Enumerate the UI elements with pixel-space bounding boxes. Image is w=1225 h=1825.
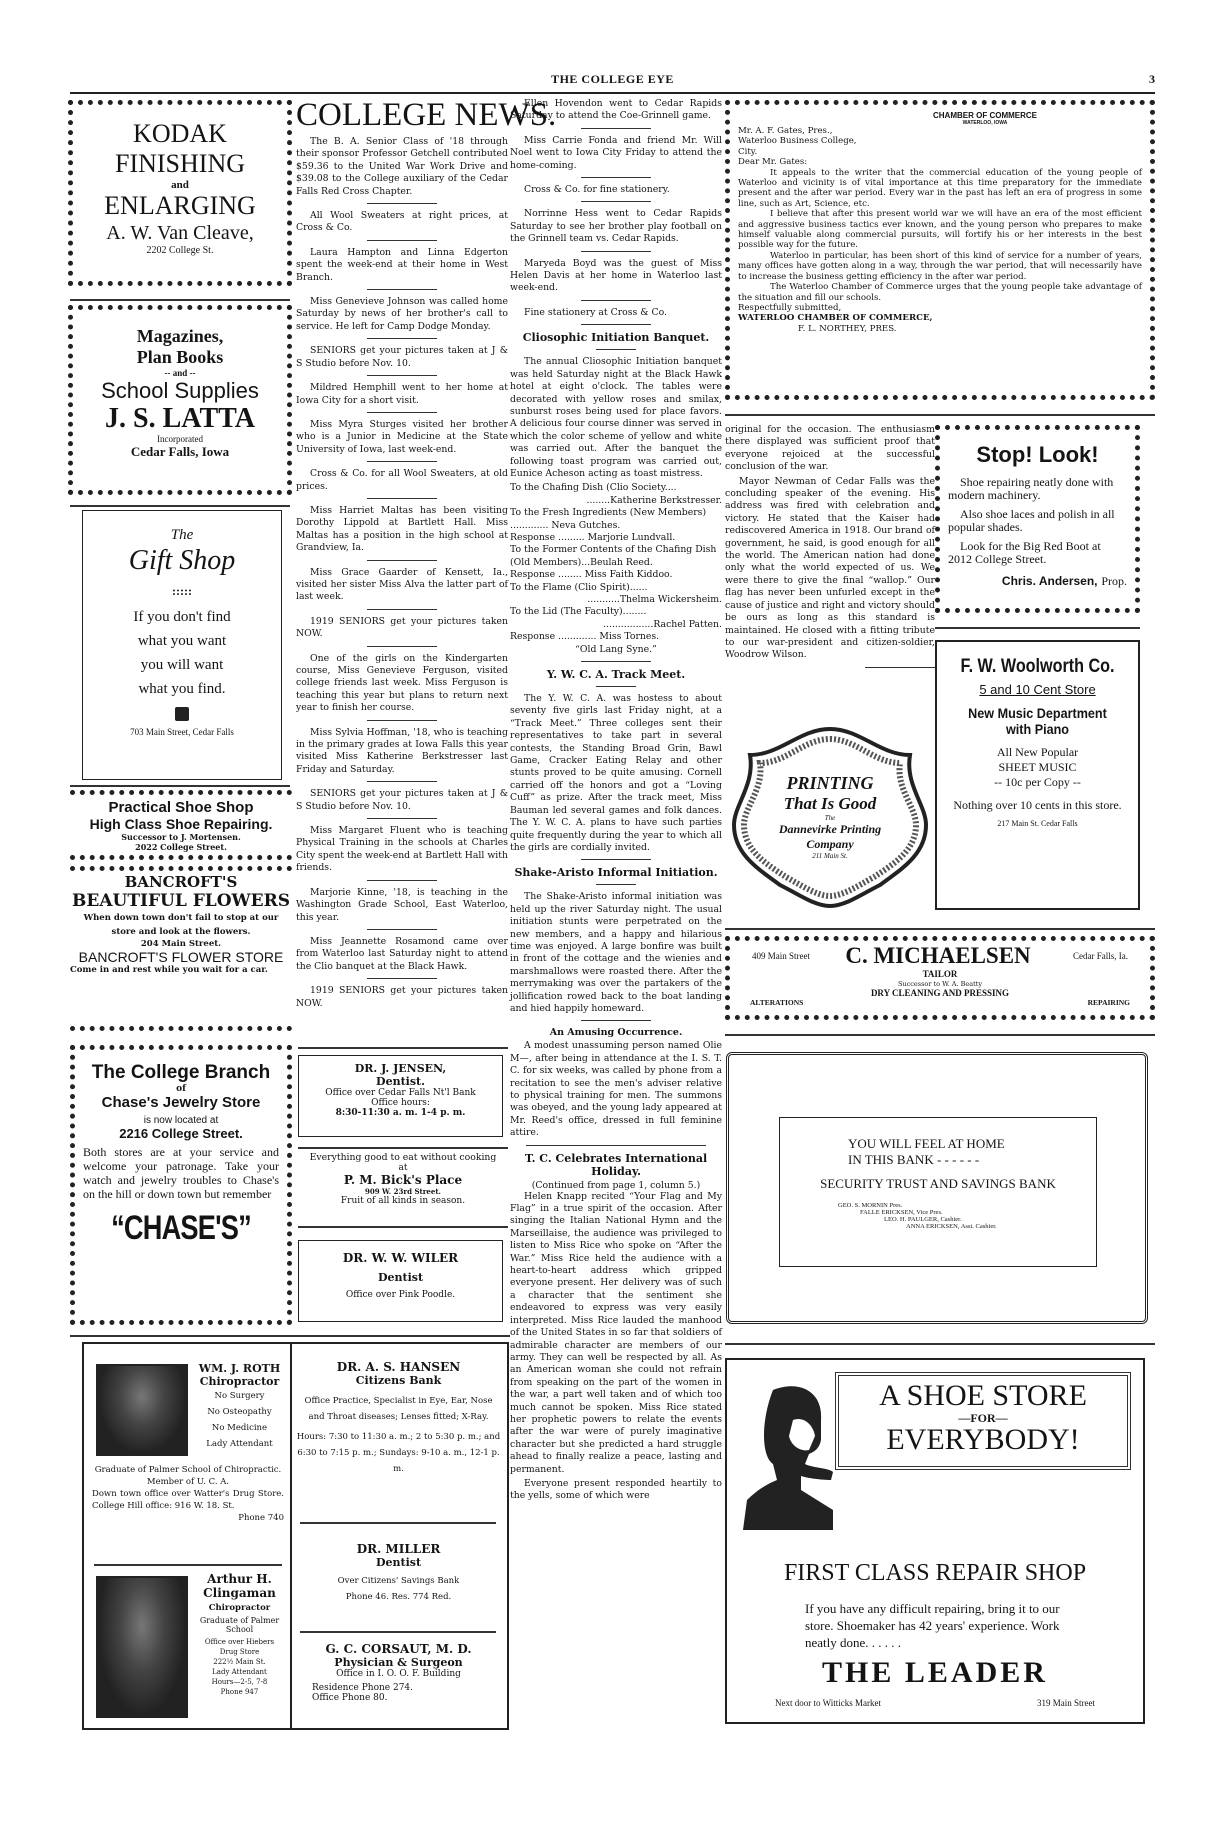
article-heading: An Amusing Occurrence. xyxy=(549,1027,683,1039)
article-body: The Shake-Aristo informal initiation was held up the river Saturday night. The usual initiation stunts were perpetrated on the new members, and a happy and hilarious time was enjoyed. A large bonfire was built in front of the cottage and the wienies and marshmallows were roasted there. After the merrymaking was over the partakers of the jollification rowed back to the boat landing and hied happily homeward. xyxy=(510,891,722,1014)
ad-text: THE LEADER xyxy=(822,1656,1048,1689)
divider xyxy=(581,251,651,252)
article-body: The Y. W. C. A. was hostess to about seventy five girls last Friday night, at a “Track Meet.” Three colleges sent their representatives to take part in several contests, the Standing Broad Grin, Bawl Game, Cracker Eating Relay and other stunts proved to be quite amusing. Cornell carried off the honors and got a “Loving Cuff” as prize. After the track meet, Miss Bauman led several games and folk dances. The Y. W. C. A. plans to have such parties quite frequently during the year to which all the girls are cordially invited. xyxy=(510,693,722,853)
divider xyxy=(70,505,290,507)
ad-text: FALLE ERICKSEN, Vice Pres. xyxy=(860,1209,943,1216)
ad-bick xyxy=(296,1152,510,1206)
ad-kodak xyxy=(68,100,292,286)
news-item: SENIORS get your pictures taken at J & S Studio before Nov. 10. xyxy=(296,788,508,812)
ad-text: F. L. NORTHEY, PRES. xyxy=(798,323,897,334)
ad-text: Everything good to eat without cooking xyxy=(309,1152,497,1163)
ad-text: J. S. LATTA xyxy=(105,403,255,434)
ad-text: 319 Main Street xyxy=(1037,1698,1095,1708)
divider xyxy=(581,324,651,325)
ad-text: That Is Good xyxy=(783,794,877,813)
ad-text: Cedar Falls, Ia. xyxy=(1073,951,1128,961)
leader-banner xyxy=(835,1372,1131,1470)
ad-text: WM. J. ROTH xyxy=(198,1362,281,1375)
ad-text: Look for the Big Red Boot at 2012 College Street. xyxy=(948,539,1101,566)
divider xyxy=(70,785,290,787)
ad-text: Office hours: xyxy=(371,1098,430,1108)
toast-line: ........Katherine Berkstresser. xyxy=(586,494,722,506)
ad-security-bank xyxy=(726,1052,1148,1324)
toast-closing: “Old Lang Syne.” xyxy=(575,643,657,655)
ad-text: Next door to Witticks Market xyxy=(775,1698,881,1708)
toast-line: .................Rachel Patten. xyxy=(603,618,722,630)
ad-text: DR. W. W. WILER xyxy=(342,1251,459,1265)
article-heading: T. C. Celebrates International Holiday. xyxy=(524,1151,708,1178)
divider xyxy=(367,880,437,881)
ad-text: Incorporated xyxy=(157,434,203,444)
ad-text: Citizens Bank xyxy=(355,1374,442,1387)
ad-chase-jewelry xyxy=(70,1045,292,1325)
article-heading: Y. W. C. A. Track Meet. xyxy=(546,668,686,682)
ad-text: Chiropractor xyxy=(208,1603,271,1613)
ad-text: Prop. xyxy=(1101,574,1127,588)
toast-line: To the Chafing Dish (Clio Society.... xyxy=(510,482,677,494)
news-item: Miss Genevieve Johnson was called home Saturday by news of her brother's call to service. He left for Camp Dodge Monday. xyxy=(296,296,508,332)
divider xyxy=(581,1020,651,1021)
divider xyxy=(367,498,437,499)
divider xyxy=(367,929,437,930)
ad-text: No Medicine xyxy=(211,1423,268,1433)
masthead xyxy=(70,72,1155,90)
ad-text: YOU WILL FEEL AT HOME xyxy=(848,1136,1005,1151)
ad-text: Dannevirke Printing xyxy=(778,822,882,836)
news-column-3 xyxy=(725,424,935,674)
ad-text: Practical Shoe Shop xyxy=(108,799,254,816)
news-item: SENIORS get your pictures taken at J & S Studio before Nov. 10. xyxy=(296,345,508,369)
ad-text: CHAMBER OF COMMERCE xyxy=(933,111,1037,120)
ad-text: I believe that after this present world war we will have an era of the most efficient and aggressive business tactics ever known, and the young person who prepares to make himself valuable along commercial pursuits, will fortify his or her interests in the best possible way for the future. xyxy=(738,209,1142,251)
ad-text: Hours—2-5, 7-8 xyxy=(211,1678,268,1686)
pointing-man-icon xyxy=(743,1380,833,1530)
ad-text: Office Phone 80. xyxy=(312,1693,388,1703)
ad-text: When down town don't fail to stop at our store and look at the flowers. xyxy=(83,913,279,937)
ad-text: The College Branch xyxy=(91,1062,271,1083)
article-body: A modest unassuming person named Olie M—, after being in attendance at the I. S. T. C. for six weeks, was called by phone from a recitation to see the men's adviser relative to physical training for men. The summons was obeyed, and the young lady appeared at Mr. Reed's office, dressed in full feminine attire. xyxy=(510,1040,722,1139)
news-item: Marjorie Kinne, '18, is teaching in the Washington Grade School, East Waterloo, this year. xyxy=(296,886,508,923)
divider xyxy=(581,201,651,202)
continued-note: (Continued from page 1, column 5.) xyxy=(531,1179,701,1191)
masthead-rule xyxy=(70,92,1155,94)
ad-text: 8:30-11:30 a. m. 1-4 p. m. xyxy=(335,1108,466,1118)
ad-text: BANCROFT'S xyxy=(124,873,238,891)
ad-text: Phone 947 xyxy=(220,1688,259,1696)
ad-text: If you have any difficult repairing, bring it to our store. Shoemaker has 42 years' experience. Work neatly done. . . . . . xyxy=(805,1601,1060,1650)
ad-text: LEO. H. PAULGER, Cashier. xyxy=(884,1216,962,1223)
ad-text: Dentist xyxy=(377,1271,424,1284)
toast-line: To the Flame (Clio Spirit)...... xyxy=(510,581,648,593)
ad-text: 703 Main Street, Cedar Falls xyxy=(130,727,234,737)
ad-text: F. W. Woolworth Co. xyxy=(960,656,1115,677)
clingaman-portrait xyxy=(96,1576,188,1718)
divider xyxy=(725,1343,1155,1345)
divider xyxy=(367,560,437,561)
ad-text: is now located at xyxy=(143,1115,219,1126)
ad-text: DRY CLEANING AND PRESSING xyxy=(870,988,1010,998)
ad-text: what you want xyxy=(137,633,227,649)
ad-text: Drug Store xyxy=(219,1648,260,1656)
ad-latta xyxy=(68,305,292,495)
ad-practical-shoe-shop xyxy=(70,790,292,860)
ad-text: The xyxy=(824,814,836,822)
ad-text: New Music Department with Piano xyxy=(968,705,1107,737)
ad-text: Office over Pink Poodle. xyxy=(345,1290,456,1300)
toast-line: To the Fresh Ingredients (New Members) ............. Neva Gutches. xyxy=(510,507,707,531)
divider xyxy=(94,1564,282,1566)
news-item: Miss Myra Sturges visited her brother who is a Junior in Medicine at the State University of Iowa, last week-end. xyxy=(296,418,508,455)
toast-line: To the Former Contents of the Chafing Dish (Old Members)...Beulah Reed. xyxy=(510,544,717,568)
news-item: 1919 SENIORS get your pictures taken NOW. xyxy=(296,985,508,1009)
divider xyxy=(581,859,651,860)
divider xyxy=(526,1145,706,1146)
news-item: Miss Carrie Fonda and friend Mr. Will Noel went to Iowa City Friday to attend the home-coming. xyxy=(510,134,722,171)
ad-text: Respectfully submitted, xyxy=(738,302,842,313)
roth-details xyxy=(92,1464,284,1524)
toast-line: To the Lid (The Faculty)........ xyxy=(510,606,647,618)
news-column-2 xyxy=(510,98,722,1505)
divider xyxy=(725,928,1155,930)
ad-text: SHEET MUSIC xyxy=(998,760,1077,774)
divider xyxy=(367,338,437,339)
ad-text: Mr. A. F. Gates, Pres., xyxy=(738,126,833,136)
article-body: The annual Cliosophic Initiation banquet was held Saturday night at the Black Hawk hotel at eight o'clock. The tables were decorated with yellow roses and smilax, sunburst roses being used for place favors. A delicious four course dinner was served in which the color scheme of yellow and white was carried out. After the banquet the following toast program was carried out, Eunice Acheson acting as toast mistress. xyxy=(510,356,722,479)
news-item: Ellen Hovendon went to Cedar Rapids Saturday to attend the Coe-Grinnell game. xyxy=(510,98,722,122)
divider xyxy=(300,1631,496,1633)
ad-text: Member of U. C. A. xyxy=(146,1477,230,1487)
news-item: The B. A. Senior Class of '18 through their sponsor Professor Getchell contributed $59.36 to the United War Work Drive and $39.08 to the College auxiliary of the Cedar Falls Red Cross Chapter. xyxy=(296,136,508,197)
ad-text: Plan Books xyxy=(136,347,224,367)
divider xyxy=(865,667,935,668)
ad-text: Magazines, xyxy=(136,326,224,346)
ad-text: Phone 740 xyxy=(238,1513,284,1523)
ad-text: —FOR— xyxy=(958,1411,1008,1425)
news-item: All Wool Sweaters at right prices, at Cross & Co. xyxy=(296,210,508,234)
ad-text: ENLARGING xyxy=(104,191,256,220)
ad-text: -- and -- xyxy=(164,368,196,378)
news-item: Fine stationery at Cross & Co. xyxy=(524,306,667,318)
news-item: Maryeda Boyd was the guest of Miss Helen Davis at her home in Waterloo last week-end. xyxy=(510,257,722,294)
ad-text: 2022 College Street. xyxy=(135,842,227,852)
news-title: COLLEGE NEWS. xyxy=(296,97,557,133)
ad-text: Graduate of Palmer School of Chiropractic. xyxy=(94,1465,282,1475)
divider xyxy=(596,686,636,687)
news-item: Miss Jeannette Rosamond came over from Waterloo last Saturday night to attend the Clio banquet at the Black Hawk. xyxy=(296,935,508,972)
ad-text: Gift Shop xyxy=(128,545,236,576)
ad-text: Hours: 7:30 to 11:30 a. m.; 2 to 5:30 p. m.; and 6:30 to 7:15 p. m.; Sundays: 9-10 a. m., 12-1 p. m. xyxy=(296,1432,501,1474)
news-item: Cross & Co. for all Wool Sweaters, at old prices. xyxy=(296,468,508,492)
ad-dr-wiler xyxy=(298,1240,503,1322)
news-item: One of the girls on the Kindergarten course, Miss Genevieve Ferguson, visited college friends last week. Miss Ferguson is teaching this year but plans to return next year to finish her course. xyxy=(296,652,508,714)
ad-text: Dentist xyxy=(375,1556,422,1569)
divider xyxy=(298,1147,508,1149)
ad-text: DR. MILLER xyxy=(356,1542,441,1556)
article-body: Helen Knapp recited “Your Flag and My Flag” in a true spirit of the occasion. After singing the Italian National Hymn and the Marseillaise, the audience was privileged to listen to Miss Rice who spoke on “After the War.” Miss Rice held the audience with a heart-to-heart address which gripped everyone present. Her delivery was of such a character that the sentiment she endeavored to express was very easily interpreted. Miss Rice lauded the manhood of the United States in so far that soldiers of admirable character are members of our army. They can well be respected by all. As an American woman she could not refrain from speaking on the part of the women in the war, a part well taken and of which too much cannot be spoken. Miss Rice stated her prophetic powers to relate the events after the war were of purely imaginative character but she predicted a hard struggle ahead to finally realize a peace, lasting and permanent. xyxy=(510,1190,722,1475)
divider xyxy=(367,461,437,462)
ad-text: Come in and rest while you wait for a car. xyxy=(70,965,268,975)
roth-header xyxy=(192,1362,287,1452)
ad-text: A. W. Van Cleave, xyxy=(106,222,254,244)
ad-text: KODAK xyxy=(133,119,227,148)
ad-text: Dentist. xyxy=(376,1075,425,1088)
ad-text: WATERLOO, IOWA xyxy=(962,120,1008,126)
ad-corsaut xyxy=(296,1642,501,1703)
ad-text: Office over Hiebers xyxy=(204,1638,275,1646)
ad-gift-shop xyxy=(82,510,282,780)
roth-portrait xyxy=(96,1364,188,1456)
ad-text: Down town office over Watter's Drug Store. College Hill office: 916 W. 18. St. xyxy=(92,1489,284,1511)
divider xyxy=(70,1335,510,1337)
ad-text: what you find. xyxy=(138,681,226,697)
ad-text: A SHOE STORE xyxy=(879,1379,1087,1412)
page-number: 3 xyxy=(1149,72,1155,86)
divider xyxy=(581,661,651,662)
article-body: Everyone present responded heartily to the yells, some of which were xyxy=(510,1477,722,1502)
ad-text: Dear Mr. Gates: xyxy=(738,157,808,168)
divider xyxy=(367,289,437,290)
news-column-1 xyxy=(296,97,557,1012)
ad-text: No Surgery xyxy=(214,1391,265,1401)
ad-text: ALTERATIONS xyxy=(750,998,804,1007)
divider xyxy=(581,177,651,178)
divider xyxy=(581,128,651,129)
ad-text: 5 and 10 Cent Store xyxy=(979,682,1096,697)
ad-text: 204 Main Street. xyxy=(140,939,222,949)
ad-text: 211 Main St. xyxy=(812,852,848,860)
divider xyxy=(70,299,290,301)
divider xyxy=(367,781,437,782)
ad-bancroft xyxy=(70,866,292,1031)
ad-text: FINISHING xyxy=(115,149,245,178)
ad-text: Nothing over 10 cents in this store. xyxy=(953,798,1122,812)
ad-dr-jensen xyxy=(298,1055,503,1137)
toast-line: ...........Thelma Wickersheim. xyxy=(587,594,722,605)
ad-text: EVERYBODY! xyxy=(886,1423,1080,1456)
ad-text: Clingaman xyxy=(203,1586,276,1600)
ad-michaelsen xyxy=(725,936,1155,1020)
ad-text: Cedar Falls, Iowa xyxy=(130,444,230,459)
ad-text: Office in I. O. O. F. Building xyxy=(336,1669,461,1679)
ad-text: at xyxy=(398,1163,408,1173)
article-heading: Shake-Aristo Informal Initiation. xyxy=(514,866,718,880)
newspaper-title: THE COLLEGE EYE xyxy=(551,72,674,86)
professional-cards xyxy=(82,1342,509,1730)
ad-text: DR. A. S. HANSEN xyxy=(336,1360,461,1374)
clingaman-card xyxy=(192,1572,287,1697)
ad-text: Waterloo in particular, has been short of this kind of service for a number of years, many offices have gotten along in a way, through the war period, that will necessarily have to increase the business getting efficiency in the after war period. xyxy=(738,250,1142,282)
divider xyxy=(367,609,437,610)
ad-text: Chase's Jewelry Store xyxy=(101,1094,261,1111)
ad-text: It appeals to the writer that the commercial education of the young people of Waterloo and vicinity is of vital importance at this time preparatory for the immediate present and the after war period. Every war in the past has left an era of progress in some line, such as Art, Science, etc. xyxy=(738,167,1142,209)
ad-the-leader xyxy=(725,1358,1145,1724)
divider xyxy=(367,240,437,241)
divider xyxy=(367,646,437,647)
ad-text: and xyxy=(171,179,189,191)
ad-text: The Waterloo Chamber of Commerce urges that the young people take advantage of the situation and fill our schools. xyxy=(738,282,1142,303)
news-item: Miss Harriet Maltas has been visiting Dorothy Lippold at Bartlett Hall. Miss Maltas has a position in the high school at Grandview, Ia. xyxy=(296,504,508,554)
ad-text: G. C. CORSAUT, M. D. xyxy=(325,1642,472,1656)
divider xyxy=(935,627,1140,629)
ad-text: City. xyxy=(738,146,758,157)
toast-line: Response ........ Miss Faith Kiddoo. xyxy=(510,569,673,581)
divider xyxy=(300,1522,496,1524)
divider xyxy=(298,1047,508,1049)
article-body: original for the occasion. The enthusiasm there displayed was sufficient proof that everyone rejoiced at the successful conclusion of the war. xyxy=(725,424,935,473)
toast-line: Response ............. Miss Tornes. xyxy=(510,631,660,643)
ad-text: Office Practice, Specialist in Eye, Ear, Nose and Throat diseases; Lenses fitted; X-Ray. xyxy=(304,1396,493,1422)
bank-inner-frame xyxy=(779,1117,1097,1267)
ad-text: Lady Attendant xyxy=(206,1439,273,1449)
divider xyxy=(596,349,636,350)
ad-text: High Class Shoe Repairing. xyxy=(89,816,273,832)
ad-text: “CHASE'S” xyxy=(111,1209,251,1247)
ad-text: Office over Cedar Falls Nt'l Bank xyxy=(325,1088,476,1098)
divider xyxy=(367,203,437,204)
ad-printing xyxy=(730,725,930,910)
ad-dr-hansen xyxy=(296,1360,501,1477)
divider xyxy=(367,412,437,413)
ad-text: 217 Main St. Cedar Falls xyxy=(997,819,1078,828)
divider xyxy=(367,978,437,979)
ad-text: Also shoe laces and polish in all popular shades. xyxy=(948,507,1115,534)
news-item: Laura Hampton and Linna Edgerton spent the week-end at their home in West Branch. xyxy=(296,246,508,283)
ad-text: 409 Main Street xyxy=(752,951,810,961)
divider xyxy=(367,818,437,819)
ad-text: Phone 46. Res. 774 Red. xyxy=(345,1592,452,1602)
ad-text: P. M. Bick's Place xyxy=(343,1173,463,1187)
ad-dr-miller xyxy=(296,1542,501,1605)
divider xyxy=(581,300,651,301)
ad-text: 2216 College Street. xyxy=(119,1126,243,1141)
ad-text: Company xyxy=(806,837,854,851)
article-body: Mayor Newman of Cedar Falls was the concluding speaker of the evening. His address was fired with celebration and victory. He stated that the Kaiser had rediscovered America in 1918. Our brand of government, he said, is good enough for all the world. The American nation had done only what the world expected of us. We were there to give the final “wallop.” Our flag has never been unfurled except in the cause of justice and right and victory should be ours as long as this standard is maintained. He closed with a fitting tribute to our war-president and citizen-soldier, Woodrow Wilson. xyxy=(725,475,935,661)
ad-text: Stop! Look! xyxy=(976,442,1099,467)
ornament-icon xyxy=(175,707,189,721)
news-item: Norrinne Hess went to Cedar Rapids Saturday to see her brother play football on the Grinnell team vs. Cedar Rapids. xyxy=(510,208,722,245)
ad-woolworth xyxy=(935,640,1140,910)
ad-text: ::::: xyxy=(172,584,192,598)
ad-stop-look xyxy=(935,425,1140,613)
ad-text: BANCROFT'S FLOWER STORE xyxy=(78,949,284,965)
ad-text: GEO. S. MORNIN Pres. xyxy=(838,1202,903,1209)
news-item: Miss Sylvia Hoffman, '18, who is teaching in the primary grades at Iowa Falls this year visited Miss Katherine Berkstresser last Friday and Saturday. xyxy=(296,726,508,775)
ad-text: SECURITY TRUST AND SAVINGS BANK xyxy=(820,1176,1056,1191)
divider xyxy=(290,1344,292,1728)
ad-text: you will want xyxy=(140,657,224,673)
divider xyxy=(298,1226,508,1228)
ad-text: If you don't find xyxy=(133,609,231,625)
ad-chamber-of-commerce xyxy=(725,100,1155,400)
ad-text: Successor to W. A. Beatty xyxy=(897,980,982,988)
ad-text: BEAUTIFUL FLOWERS xyxy=(72,891,290,911)
ad-text: Physician & Surgeon xyxy=(334,1656,463,1669)
ad-text: Chiropractor xyxy=(199,1375,280,1388)
ad-text: The xyxy=(170,527,194,543)
ad-text: Successor to J. Mortensen. xyxy=(121,832,241,842)
divider xyxy=(367,720,437,721)
divider xyxy=(596,884,636,885)
toast-line: Response ......... Marjorie Lundvall. xyxy=(510,531,676,543)
ad-text: FIRST CLASS REPAIR SHOP xyxy=(783,1560,1087,1586)
ad-text: 222½ Main St. xyxy=(213,1658,266,1666)
ad-text: Fruit of all kinds in season. xyxy=(340,1196,466,1206)
ad-text: of xyxy=(176,1084,186,1094)
ad-text: DR. J. JENSEN, xyxy=(354,1062,447,1075)
ad-text: TAILOR xyxy=(922,969,958,979)
news-item: Miss Grace Gaarder of Kensett, Ia., visited her sister Miss Alva the latter part of last week. xyxy=(296,566,508,603)
news-item: Mildred Hemphill went to her home at Iowa City for a short visit. xyxy=(296,382,508,406)
news-item: 1919 SENIORS get your pictures taken NOW. xyxy=(296,615,508,640)
divider xyxy=(367,375,437,376)
ad-text: Graduate of Palmer School xyxy=(199,1616,280,1634)
ad-text: ANNA ERICKSEN, Asst. Cashier. xyxy=(906,1223,997,1230)
ad-text: 2202 College St. xyxy=(146,245,214,256)
ad-text: Residence Phone 274. xyxy=(312,1683,414,1693)
ad-text: Over Citizens' Savings Bank xyxy=(337,1576,460,1586)
ad-text: WATERLOO CHAMBER OF COMMERCE, xyxy=(738,313,933,324)
divider xyxy=(725,1034,1155,1036)
ad-text: Waterloo Business College, xyxy=(738,136,857,147)
article-heading: Cliosophic Initiation Banquet. xyxy=(522,331,710,345)
ad-text: All New Popular xyxy=(996,745,1079,759)
news-item: Cross & Co. for fine stationery. xyxy=(524,184,670,196)
divider xyxy=(725,414,1155,416)
ad-text: IN THIS BANK - - - - - - xyxy=(848,1152,980,1167)
ad-text: No Osteopathy xyxy=(207,1407,272,1417)
ad-text: -- 10c per Copy -- xyxy=(994,775,1081,789)
ad-text: Both stores are at your service and welcome your patronage. Take your watch and jewelry troubles to Chase's on the hill or down town but remember xyxy=(83,1145,279,1201)
ad-text: REPAIRING xyxy=(1087,998,1130,1007)
ad-text: Lady Attendant xyxy=(212,1668,267,1676)
ad-text: School Supplies xyxy=(101,378,259,403)
ad-text: Chris. Andersen, xyxy=(1001,574,1098,588)
ad-text: PRINTING xyxy=(786,773,874,793)
ad-text: Shoe repairing neatly done with modern machinery. xyxy=(948,475,1114,502)
ad-text: Arthur H. xyxy=(207,1572,272,1586)
ad-text: 909 W. 23rd Street. xyxy=(364,1187,441,1196)
news-item: Miss Margaret Fluent who is teaching Physical Training in the schools at Charles City spent the week-end at Bartlett Hall with friends. xyxy=(296,825,508,874)
ad-text: C. MICHAELSEN xyxy=(845,943,1031,968)
ad-proprietor xyxy=(948,574,1127,589)
